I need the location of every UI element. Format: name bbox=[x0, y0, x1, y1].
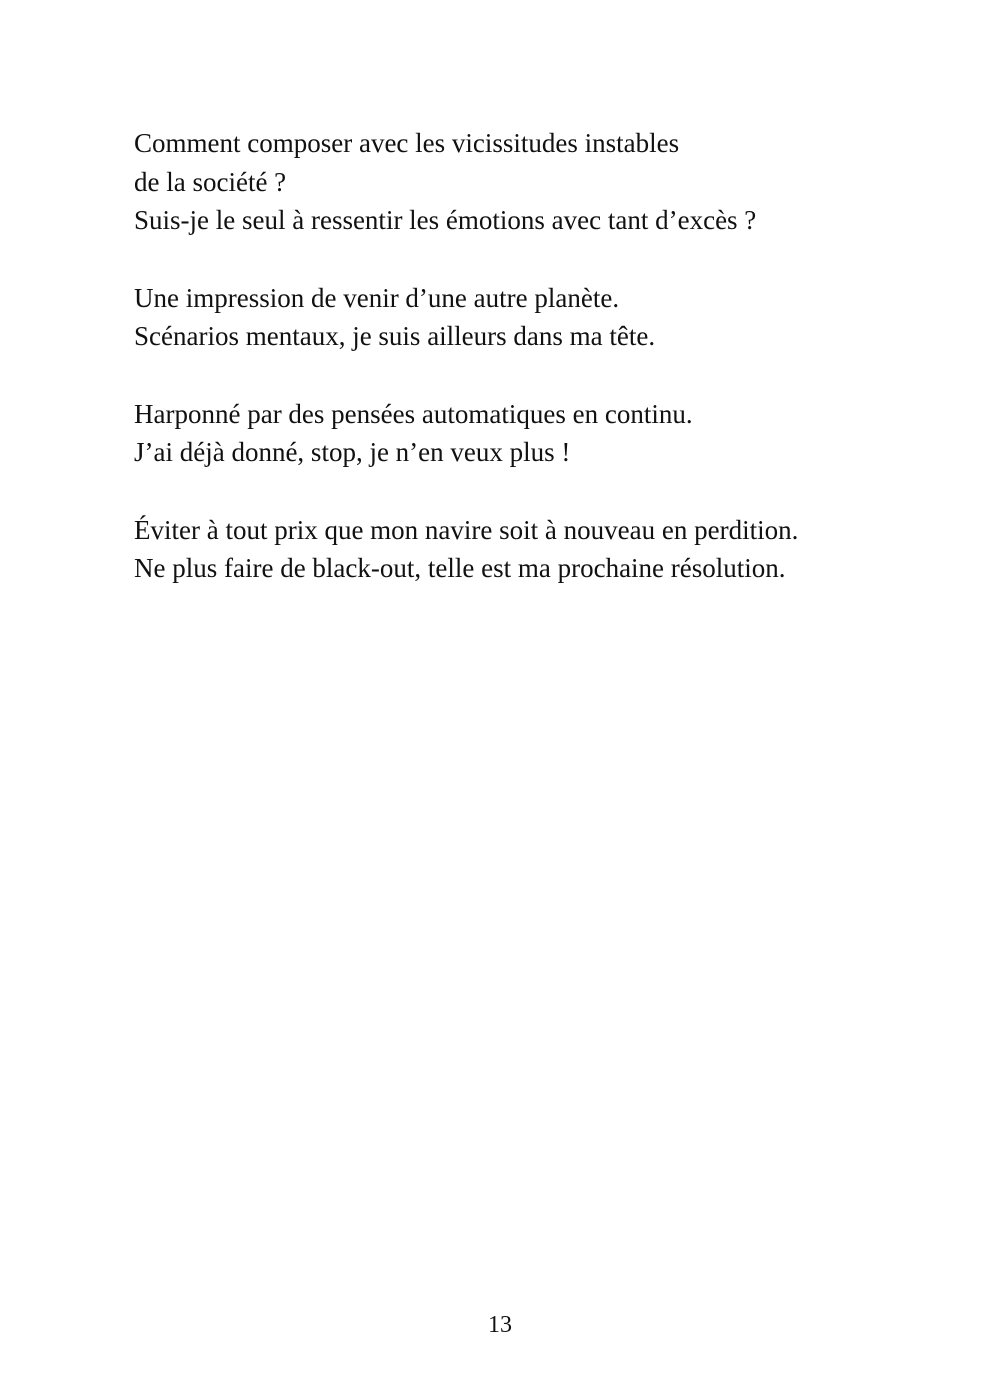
poem-line: Éviter à tout prix que mon navire soit à nouveau en perdition. bbox=[134, 514, 799, 545]
poem-line: J’ai déjà donné, stop, je n’en veux plus ! bbox=[134, 437, 571, 467]
stanza-4 bbox=[134, 511, 954, 588]
poem-line: Scénarios mentaux, je suis ailleurs dans ma tête. bbox=[134, 321, 656, 351]
poem-body bbox=[134, 124, 954, 627]
stanza-1 bbox=[134, 124, 954, 240]
page-number: 13 bbox=[488, 1312, 512, 1338]
poem-line: Harponné par des pensées automatiques en continu. bbox=[134, 398, 693, 429]
stanza-3 bbox=[134, 395, 954, 472]
poem-line: Comment composer avec les vicissitudes instables bbox=[134, 128, 680, 158]
poem-line: de la société ? bbox=[134, 166, 287, 197]
poem-line: Une impression de venir d’une autre planète. bbox=[134, 282, 620, 313]
stanza-2 bbox=[134, 279, 954, 356]
poem-line: Suis-je le seul à ressentir les émotions avec tant d’excès ? bbox=[134, 205, 757, 235]
poem-line: Ne plus faire de black-out, telle est ma prochaine résolution. bbox=[134, 553, 786, 583]
